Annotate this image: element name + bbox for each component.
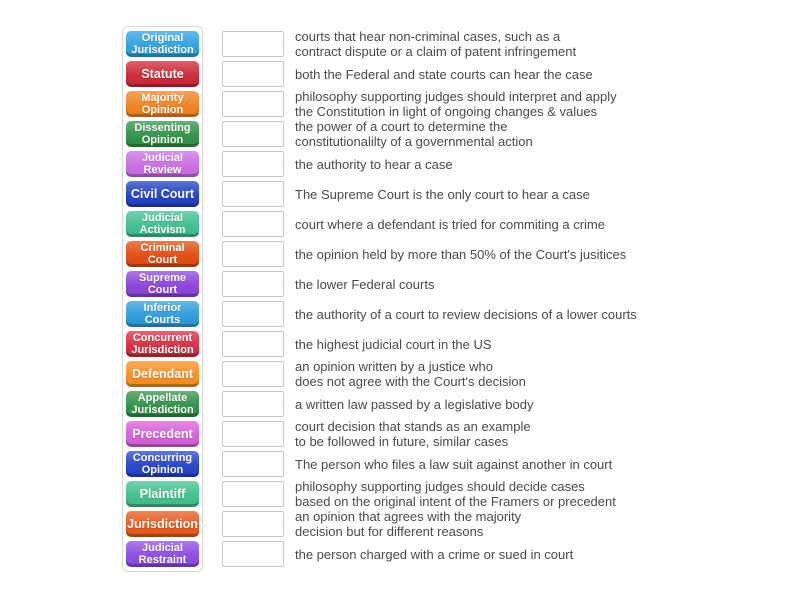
definition-text: the opinion held by more than 50% of the Court's jusitices	[295, 246, 627, 262]
definition-text: court where a defendant is tried for commiting a crime	[295, 216, 605, 232]
match-row	[222, 299, 637, 329]
match-row	[222, 359, 637, 389]
match-row	[222, 449, 637, 479]
definition-text: the highest judicial court in the US	[295, 336, 492, 352]
definition-text: the lower Federal courts	[295, 276, 435, 292]
term-tile[interactable]: Jurisdiction	[126, 511, 199, 537]
definition-text: an opinion written by a justice who does not agree with the Court's decision	[295, 359, 526, 389]
definition-text: courts that hear non-criminal cases, such as a contract dispute or a claim of patent infringement	[295, 29, 577, 59]
term-tile[interactable]: Judicial Activism	[126, 211, 199, 237]
term-tile[interactable]: Precedent	[126, 421, 199, 447]
term-tile[interactable]: Judicial Review	[126, 151, 199, 177]
definition-text: a written law passed by a legislative body	[295, 396, 534, 412]
drop-zone[interactable]	[222, 61, 284, 87]
match-row	[222, 209, 637, 239]
drop-zone[interactable]	[222, 91, 284, 117]
drop-zone[interactable]	[222, 391, 284, 417]
term-tile[interactable]: Plaintiff	[126, 481, 199, 507]
drop-zone[interactable]	[222, 361, 284, 387]
match-row	[222, 419, 637, 449]
definition-text: the person charged with a crime or sued in court	[295, 546, 574, 562]
match-row	[222, 119, 637, 149]
term-tile[interactable]: Defendant	[126, 361, 199, 387]
drop-zone[interactable]	[222, 211, 284, 237]
drop-zone[interactable]	[222, 31, 284, 57]
answers-column	[222, 29, 637, 569]
term-tile[interactable]: Judicial Restraint	[126, 541, 199, 567]
drop-zone[interactable]	[222, 451, 284, 477]
definition-text: an opinion that agrees with the majority decision but for different reasons	[295, 509, 522, 539]
match-row	[222, 179, 637, 209]
term-tile[interactable]: Criminal Court	[126, 241, 199, 267]
drop-zone[interactable]	[222, 511, 284, 537]
definition-text: The Supreme Court is the only court to hear a case	[295, 186, 590, 202]
term-tile[interactable]: Supreme Court	[126, 271, 199, 297]
match-row	[222, 479, 637, 509]
drop-zone[interactable]	[222, 331, 284, 357]
drop-zone[interactable]	[222, 541, 284, 567]
drop-zone[interactable]	[222, 241, 284, 267]
match-row	[222, 239, 637, 269]
definition-text: The person who files a law suit against another in court	[295, 456, 613, 472]
definition-text: the power of a court to determine the constitutionalilty of a governmental action	[295, 119, 533, 149]
match-row	[222, 389, 637, 419]
match-row	[222, 149, 637, 179]
match-row	[222, 59, 637, 89]
definition-text: philosophy supporting judges should interpret and apply the Constitution in light of ongoing changes & values	[295, 89, 617, 119]
match-row	[222, 329, 637, 359]
term-tile[interactable]: Civil Court	[126, 181, 199, 207]
term-tile[interactable]: Dissenting Opinion	[126, 121, 199, 147]
term-tile[interactable]: Concurring Opinion	[126, 451, 199, 477]
definition-text: the authority to hear a case	[295, 156, 453, 172]
definition-text: the authority of a court to review decisions of a lower courts	[295, 306, 637, 322]
drop-zone[interactable]	[222, 121, 284, 147]
keywords-panel	[122, 26, 203, 572]
match-row	[222, 509, 637, 539]
term-tile[interactable]: Statute	[126, 61, 199, 87]
term-tile[interactable]: Inferior Courts	[126, 301, 199, 327]
term-tile[interactable]: Concurrent Jurisdiction	[126, 331, 199, 357]
drop-zone[interactable]	[222, 481, 284, 507]
definition-text: both the Federal and state courts can hear the case	[295, 66, 593, 82]
definition-text: court decision that stands as an example to be followed in future, similar cases	[295, 419, 531, 449]
match-row	[222, 89, 637, 119]
drop-zone[interactable]	[222, 181, 284, 207]
term-tile[interactable]: Original Jurisdiction	[126, 31, 199, 57]
drop-zone[interactable]	[222, 271, 284, 297]
definition-text: philosophy supporting judges should decide cases based on the original intent of the Framers or precedent	[295, 479, 616, 509]
drop-zone[interactable]	[222, 301, 284, 327]
term-tile[interactable]: Appellate Jurisdiction	[126, 391, 199, 417]
term-tile[interactable]: Majority Opinion	[126, 91, 199, 117]
match-row	[222, 29, 637, 59]
drop-zone[interactable]	[222, 421, 284, 447]
match-row	[222, 269, 637, 299]
drop-zone[interactable]	[222, 151, 284, 177]
match-row	[222, 539, 637, 569]
